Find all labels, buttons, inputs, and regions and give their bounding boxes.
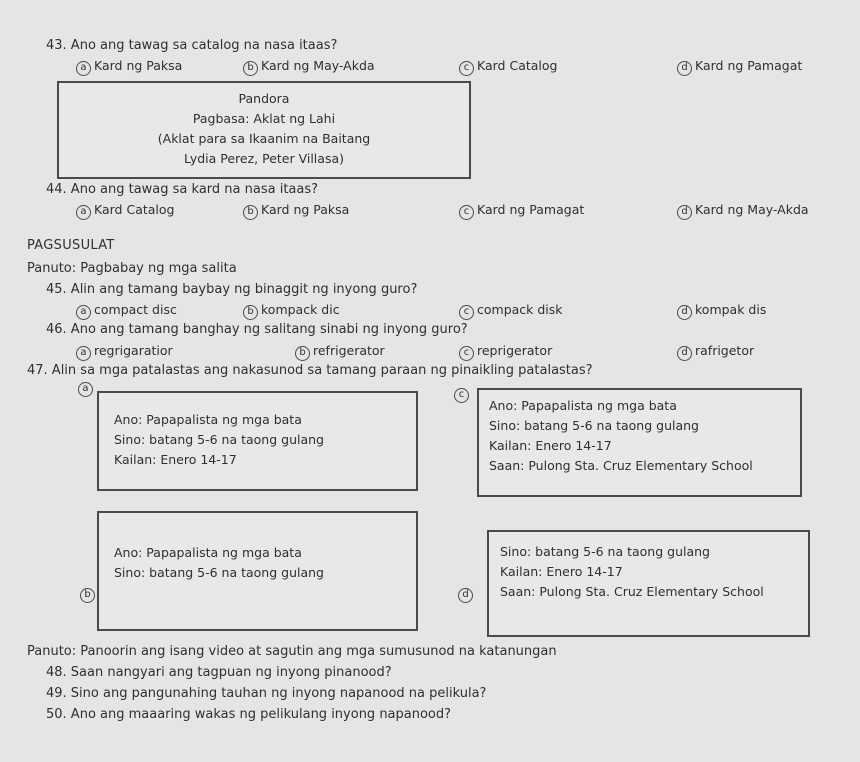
q47-d-line-1: Sino: batang 5-6 na taong gulang — [500, 544, 710, 559]
q47-option-d[interactable] — [458, 586, 476, 603]
q47-box-b[interactable] — [97, 511, 418, 631]
section-heading: PAGSUSULAT — [27, 238, 115, 253]
q43-option-c[interactable] — [459, 58, 557, 76]
question-46: 46. Ano ang tamang banghay ng salitang sinabi ng inyong guro? — [46, 322, 468, 337]
q46-option-a-letter: a — [76, 346, 91, 361]
q44-option-d[interactable] — [677, 202, 809, 220]
q44-option-d-text: Kard ng May-Akda — [695, 202, 809, 217]
q45-option-b[interactable] — [243, 302, 340, 320]
question-49: 49. Sino ang pangunahing tauhan ng inyong napanood na pelikula? — [46, 686, 487, 701]
catalog-card-line-2: Pagbasa: Aklat ng Lahi — [192, 111, 336, 126]
q47-c-line-1: Ano: Papapalista ng mga bata — [489, 398, 677, 413]
q45-option-a-letter: a — [76, 305, 91, 320]
question-44: 44. Ano ang tawag sa kard na nasa itaas? — [46, 182, 319, 197]
q44-option-b-letter: b — [243, 205, 258, 220]
q46-option-c-text: reprigerator — [477, 343, 553, 358]
q47-box-a[interactable] — [97, 391, 418, 491]
q45-option-b-letter: b — [243, 305, 258, 320]
q46-option-b[interactable] — [295, 343, 385, 361]
q44-option-d-letter: d — [677, 205, 692, 220]
q47-b-line-1: Ano: Papapalista ng mga bata — [114, 545, 302, 560]
q43-option-d-letter: d — [677, 61, 692, 76]
q43-option-a[interactable] — [76, 58, 182, 76]
q45-option-c[interactable] — [459, 302, 563, 320]
question-45: 45. Alin ang tamang baybay ng binaggit ng inyong guro? — [46, 282, 418, 297]
q47-box-d[interactable] — [487, 530, 810, 637]
q43-option-c-text: Kard Catalog — [477, 58, 558, 73]
q47-option-d-letter: d — [458, 588, 473, 603]
q44-option-c-text: Kard ng Pamagat — [477, 202, 585, 217]
q44-option-c-letter: c — [459, 205, 474, 220]
q45-option-d[interactable] — [677, 302, 766, 320]
q46-option-d[interactable] — [677, 343, 754, 361]
q46-option-b-text: refrigerator — [313, 343, 385, 358]
q43-option-a-text: Kard ng Paksa — [94, 58, 183, 73]
q43-option-b-text: Kard ng May-Akda — [261, 58, 375, 73]
catalog-card-line-3: (Aklat para sa Ikaanim na Baitang — [157, 131, 371, 146]
q47-d-line-3: Saan: Pulong Sta. Cruz Elementary School — [500, 584, 764, 599]
q45-option-b-text: kompack dic — [261, 302, 340, 317]
catalog-card-line-4: Lydia Perez, Peter Villasa) — [184, 151, 344, 166]
q47-option-a[interactable] — [78, 380, 96, 397]
q47-d-line-2: Kailan: Enero 14-17 — [500, 564, 623, 579]
q47-box-c[interactable] — [477, 388, 802, 497]
q44-option-a-letter: a — [76, 205, 91, 220]
q44-option-a[interactable] — [76, 202, 174, 220]
q44-option-c[interactable] — [459, 202, 584, 220]
q47-a-line-2: Sino: batang 5-6 na taong gulang — [114, 432, 324, 447]
q45-option-d-letter: d — [677, 305, 692, 320]
q47-c-line-4: Saan: Pulong Sta. Cruz Elementary School — [489, 458, 753, 473]
q46-option-b-letter: b — [295, 346, 310, 361]
q47-c-line-3: Kailan: Enero 14-17 — [489, 438, 612, 453]
question-50: 50. Ano ang maaaring wakas ng pelikulang inyong napanood? — [46, 707, 452, 722]
q44-option-a-text: Kard Catalog — [94, 202, 175, 217]
q44-option-b[interactable] — [243, 202, 349, 220]
question-43: 43. Ano ang tawag sa catalog na nasa itaas? — [46, 38, 338, 53]
q47-c-line-2: Sino: batang 5-6 na taong gulang — [489, 418, 699, 433]
q46-option-d-text: rafrigetor — [695, 343, 755, 358]
q46-option-a-text: regrigaratior — [94, 343, 173, 358]
q47-option-c[interactable] — [454, 386, 472, 403]
section-instruction: Panuto: Pagbabay ng mga salita — [27, 261, 237, 276]
q45-option-a[interactable] — [76, 302, 177, 320]
q43-option-c-letter: c — [459, 61, 474, 76]
q46-option-c[interactable] — [459, 343, 552, 361]
q43-option-b-letter: b — [243, 61, 258, 76]
catalog-card — [57, 81, 471, 179]
q43-option-d-text: Kard ng Pamagat — [695, 58, 803, 73]
question-48: 48. Saan nangyari ang tagpuan ng inyong pinanood? — [46, 665, 392, 680]
q47-a-line-3: Kailan: Enero 14-17 — [114, 452, 237, 467]
q46-option-d-letter: d — [677, 346, 692, 361]
q43-option-d[interactable] — [677, 58, 802, 76]
q43-option-a-letter: a — [76, 61, 91, 76]
video-instruction: Panuto: Panoorin ang isang video at sagutin ang mga sumusunod na katanungan — [27, 644, 557, 659]
q47-a-line-1: Ano: Papapalista ng mga bata — [114, 412, 302, 427]
q43-option-b[interactable] — [243, 58, 375, 76]
q47-option-b[interactable] — [80, 586, 98, 603]
q45-option-d-text: kompak dis — [695, 302, 767, 317]
q45-option-c-text: compack disk — [477, 302, 563, 317]
q46-option-a[interactable] — [76, 343, 173, 361]
q47-b-line-2: Sino: batang 5-6 na taong gulang — [114, 565, 324, 580]
q47-option-a-letter: a — [78, 382, 93, 397]
question-47: 47. Alin sa mga patalastas ang nakasunod sa tamang paraan ng pinaikling patalastas? — [27, 363, 593, 378]
q45-option-a-text: compact disc — [94, 302, 177, 317]
catalog-card-line-1: Pandora — [238, 91, 290, 106]
q47-option-c-letter: c — [454, 388, 469, 403]
q44-option-b-text: Kard ng Paksa — [261, 202, 350, 217]
q46-option-c-letter: c — [459, 346, 474, 361]
q45-option-c-letter: c — [459, 305, 474, 320]
q47-option-b-letter: b — [80, 588, 95, 603]
